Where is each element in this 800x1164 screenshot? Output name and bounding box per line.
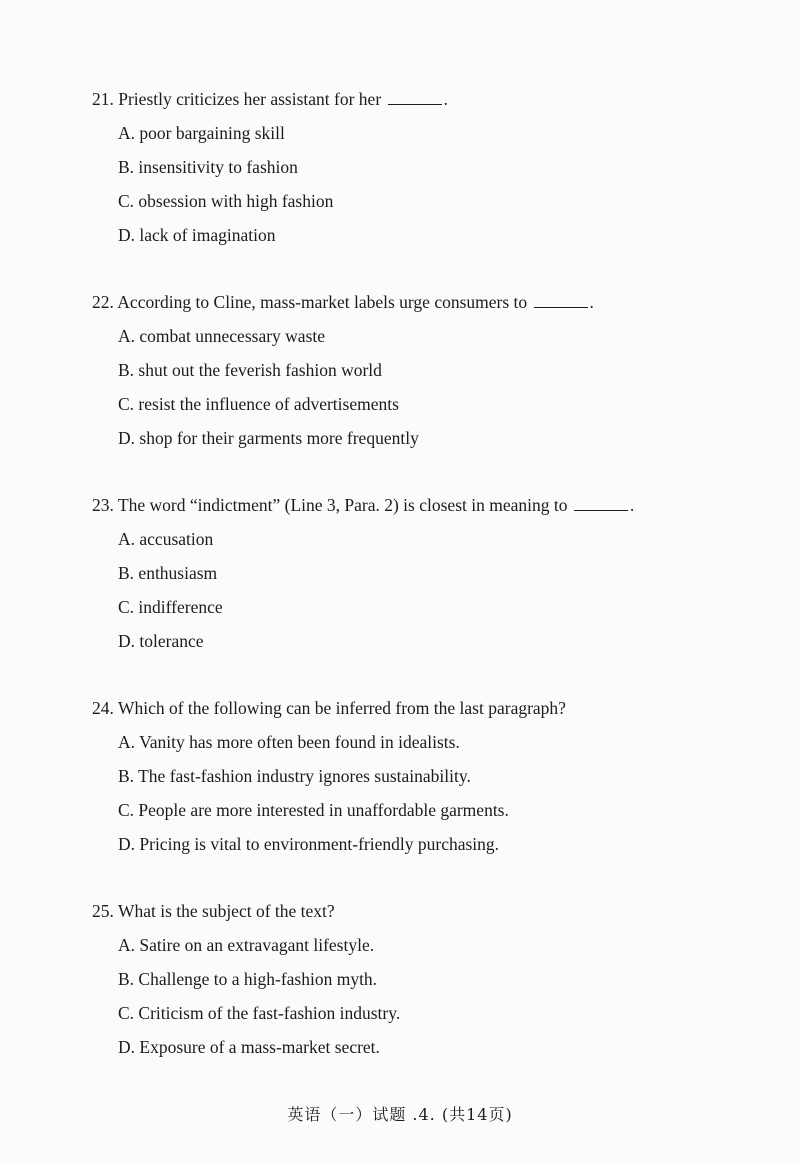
question-stem xyxy=(92,88,732,110)
question-end: . xyxy=(629,495,635,515)
option-c: C. obsession with high fashion xyxy=(118,191,334,211)
question-24 xyxy=(92,697,732,855)
question-stem xyxy=(92,291,732,313)
question-stem xyxy=(92,494,732,516)
option-b: B. insensitivity to fashion xyxy=(118,157,298,177)
option-list xyxy=(92,325,732,449)
question-stem xyxy=(92,900,732,922)
question-end: . xyxy=(589,292,594,312)
answer-blank xyxy=(388,88,442,105)
option-a: A. accusation xyxy=(118,529,214,549)
option-a: A. Satire on an extravagant lifestyle. xyxy=(118,935,375,955)
question-number: 24. xyxy=(92,698,114,718)
option-b: B. enthusiasm xyxy=(118,563,218,583)
option-list xyxy=(92,934,732,1058)
option-b: B. shut out the feverish fashion world xyxy=(118,360,382,380)
option-b: B. Challenge to a high-fashion myth. xyxy=(118,969,378,989)
answer-blank xyxy=(574,494,628,511)
option-list xyxy=(92,122,732,246)
question-number: 23. xyxy=(92,495,114,515)
option-d: D. Pricing is vital to environment-friendly purchasing. xyxy=(118,834,500,854)
option-a: A. Vanity has more often been found in idealists. xyxy=(118,732,460,752)
question-text: Which of the following can be inferred from the last paragraph? xyxy=(117,698,566,718)
question-22 xyxy=(92,291,732,449)
option-d: D. shop for their garments more frequently xyxy=(118,428,419,448)
question-number: 21. xyxy=(92,89,114,109)
question-text: The word “indictment” (Line 3, Para. 2) is closest in meaning to xyxy=(117,495,568,515)
option-c: C. People are more interested in unaffordable garments. xyxy=(118,800,509,820)
question-number: 25. xyxy=(92,901,114,921)
question-text: Priestly criticizes her assistant for her xyxy=(118,89,382,109)
option-list xyxy=(92,731,732,855)
question-text: What is the subject of the text? xyxy=(117,901,335,921)
question-stem xyxy=(92,697,732,719)
page-footer: 英语（一）试题 .4. (共14页) xyxy=(287,1105,513,1124)
option-d: D. lack of imagination xyxy=(118,225,276,245)
option-d: D. tolerance xyxy=(118,631,204,651)
option-a: A. poor bargaining skill xyxy=(118,123,285,143)
question-text: According to Cline, mass-market labels urge consumers to xyxy=(117,292,528,312)
option-c: C. indifference xyxy=(118,597,223,617)
question-21 xyxy=(92,88,732,246)
option-list xyxy=(92,528,732,652)
option-b: B. The fast-fashion industry ignores sustainability. xyxy=(118,766,471,786)
question-number: 22. xyxy=(92,292,114,312)
option-d: D. Exposure of a mass-market secret. xyxy=(118,1037,380,1057)
answer-blank xyxy=(534,291,588,308)
question-end: . xyxy=(443,89,448,109)
question-25 xyxy=(92,900,732,1058)
option-c: C. resist the influence of advertisements xyxy=(118,394,399,414)
option-c: C. Criticism of the fast-fashion industry. xyxy=(118,1003,401,1023)
question-23 xyxy=(92,494,732,652)
option-a: A. combat unnecessary waste xyxy=(118,326,326,346)
